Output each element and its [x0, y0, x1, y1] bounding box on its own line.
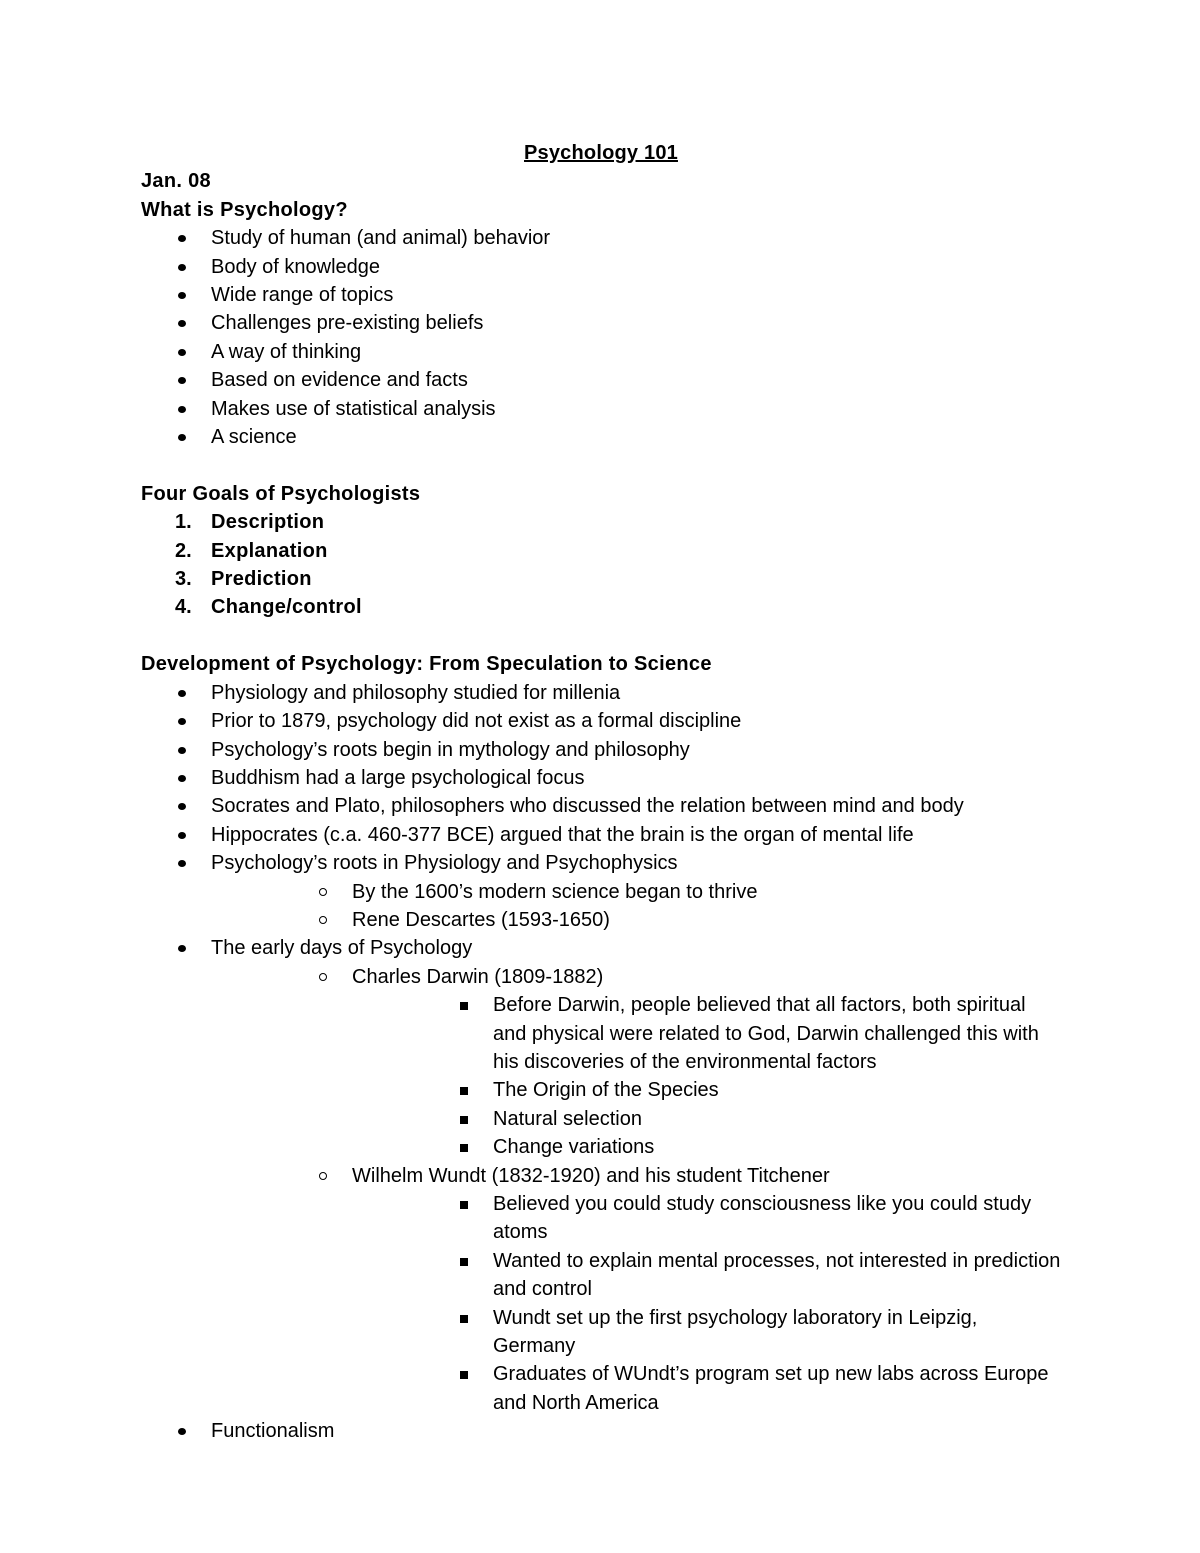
bullet-square-icon: [423, 1190, 493, 1218]
bullet-disc-icon: [141, 366, 211, 394]
bullet-list-development: [141, 679, 1061, 1446]
list-item: Study of human (and animal) behavior: [141, 224, 1061, 252]
list-item: Wundt set up the first psychology laboratory in Leipzig, Germany: [423, 1304, 1061, 1361]
list-item: Natural selection: [423, 1105, 1061, 1133]
bullet-disc-icon: [141, 849, 211, 877]
blank-line: [141, 622, 1061, 650]
document-title: Psychology 101: [524, 142, 678, 164]
list-number: 4.: [175, 596, 192, 619]
sublist-darwin: [423, 991, 1061, 1161]
list-item: Socrates and Plato, philosophers who discussed the relation between mind and body: [141, 792, 1061, 820]
list-item: Buddhism had a large psychological focus: [141, 764, 1061, 792]
list-item: By the 1600’s modern science began to thrive: [282, 878, 1061, 906]
list-item: Wilhelm Wundt (1832-1920) and his student Titchener Believed you could study consciousness like you could study atoms Wanted to explain mental processes, not interested in prediction and control Wundt set up the first psychology laboratory in Leipzig, Germany Graduates of WUndt’s program set up new labs across Europe and North America: [282, 1162, 1061, 1418]
numbered-list-four-goals: [141, 508, 1061, 622]
list-item: Rene Descartes (1593-1650): [282, 906, 1061, 934]
sublist-wundt: [423, 1190, 1061, 1417]
list-item: Wide range of topics: [141, 281, 1061, 309]
bullet-list-what-is-psychology: [141, 224, 1061, 451]
list-item: 2. Explanation: [141, 537, 1061, 565]
list-item: Change variations: [423, 1133, 1061, 1161]
bullet-disc-icon: [141, 309, 211, 337]
list-item: Functionalism: [141, 1417, 1061, 1445]
note-date: Jan. 08: [141, 170, 211, 193]
bullet-disc-icon: [141, 764, 211, 792]
bullet-disc-icon: [141, 679, 211, 707]
bullet-disc-icon: [141, 821, 211, 849]
list-item: Before Darwin, people believed that all factors, both spiritual and physical were related to God, Darwin challenged this with his discoveries of the environmental factors: [423, 991, 1061, 1076]
bullet-circle-icon: [282, 963, 352, 991]
list-item: Challenges pre-existing beliefs: [141, 309, 1061, 337]
list-item: Wanted to explain mental processes, not interested in prediction and control: [423, 1247, 1061, 1304]
bullet-square-icon: [423, 1304, 493, 1332]
list-item: Believed you could study consciousness like you could study atoms: [423, 1190, 1061, 1247]
list-item: Prior to 1879, psychology did not exist as a formal discipline: [141, 707, 1061, 735]
blank-line: [141, 451, 1061, 479]
bullet-disc-icon: [141, 736, 211, 764]
bullet-circle-icon: [282, 878, 352, 906]
bullet-disc-icon: [141, 1417, 211, 1445]
list-number: 3.: [175, 568, 192, 591]
document-content: [141, 139, 1061, 1446]
list-item: A science: [141, 423, 1061, 451]
bullet-square-icon: [423, 1105, 493, 1133]
bullet-disc-icon: [141, 792, 211, 820]
list-item: Hippocrates (c.a. 460-377 BCE) argued that the brain is the organ of mental life: [141, 821, 1061, 849]
list-item: Charles Darwin (1809-1882) Before Darwin, people believed that all factors, both spiritual and physical were related to God, Darwin challenged this with his discoveries of the environmental factors The Origin of the Species Natural selection Change variations: [282, 963, 1061, 1162]
list-number: 1.: [175, 511, 192, 534]
bullet-disc-icon: [141, 281, 211, 309]
bullet-disc-icon: [141, 395, 211, 423]
bullet-disc-icon: [141, 253, 211, 281]
sublist-early-days: [282, 963, 1061, 1418]
section-heading-what-is-psychology: What is Psychology?: [141, 198, 348, 221]
list-item: Psychology’s roots in Physiology and Psychophysics By the 1600’s modern science began to thrive Rene Descartes (1593-1650): [141, 849, 1061, 934]
list-item: Based on evidence and facts: [141, 366, 1061, 394]
list-item: Makes use of statistical analysis: [141, 395, 1061, 423]
bullet-square-icon: [423, 1360, 493, 1388]
list-item: A way of thinking: [141, 338, 1061, 366]
list-item: Graduates of WUndt’s program set up new labs across Europe and North America: [423, 1360, 1061, 1417]
bullet-disc-icon: [141, 707, 211, 735]
list-item: 3. Prediction: [141, 565, 1061, 593]
bullet-square-icon: [423, 991, 493, 1019]
list-item: Body of knowledge: [141, 253, 1061, 281]
sublist-physiology: [282, 878, 1061, 935]
bullet-square-icon: [423, 1133, 493, 1161]
bullet-square-icon: [423, 1076, 493, 1104]
list-item: Psychology’s roots begin in mythology and philosophy: [141, 736, 1061, 764]
list-item: The Origin of the Species: [423, 1076, 1061, 1104]
bullet-disc-icon: [141, 224, 211, 252]
bullet-disc-icon: [141, 934, 211, 962]
section-heading-four-goals: Four Goals of Psychologists: [141, 482, 421, 505]
bullet-disc-icon: [141, 338, 211, 366]
list-item: The early days of Psychology Charles Darwin (1809-1882) Before Darwin, people believed that all factors, both spiritual and physical were related to God, Darwin challenged this with his discoveries of the environmental factors The Origin of the Species Natural selection Change variations Wilhelm Wundt (1832-1920) and his student Titchener Believed you could study consciousness like you could study atoms Wanted to explain mental processes, not interested in prediction and control Wundt set up the first psychology laboratory in Leipzig, Germany Graduates of WUndt’s program set up new labs across Europe and North America: [141, 934, 1061, 1417]
list-item: 1. Description: [141, 508, 1061, 536]
list-item: Physiology and philosophy studied for millenia: [141, 679, 1061, 707]
list-item: 4. Change/control: [141, 593, 1061, 621]
bullet-circle-icon: [282, 906, 352, 934]
section-heading-development: Development of Psychology: From Speculation to Science: [141, 653, 712, 676]
bullet-square-icon: [423, 1247, 493, 1275]
list-number: 2.: [175, 539, 192, 562]
bullet-circle-icon: [282, 1162, 352, 1190]
bullet-disc-icon: [141, 423, 211, 451]
